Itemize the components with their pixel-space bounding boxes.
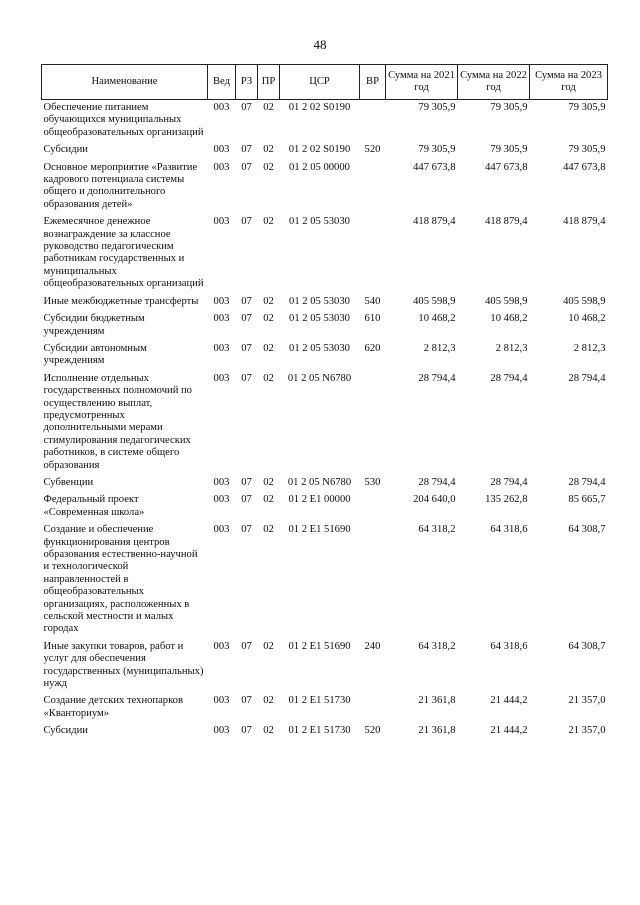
- cell-sum-2022: 79 305,9: [490, 144, 528, 156]
- cell-sum-2023: 21 357,0: [568, 725, 606, 737]
- cell-sum-2023: 10 468,2: [568, 313, 606, 325]
- cell-ved: 003: [213, 372, 230, 384]
- cell-ved: 003: [213, 476, 230, 488]
- cell-sum-2021: 21 361,8: [418, 695, 456, 707]
- cell-vr: 520: [364, 725, 381, 737]
- cell-sum-2023: 79 305,9: [568, 102, 606, 113]
- cell-name: Основное мероприятие «Развитие кадрового потенциала системы общего и дополнительного образования детей»: [43, 161, 198, 210]
- cell-rz: 07: [241, 313, 252, 325]
- cell-pr: 02: [263, 216, 274, 228]
- cell-csr: 01 2 05 N6780: [287, 476, 352, 488]
- cell-pr: 02: [263, 476, 274, 488]
- cell-rz: 07: [241, 476, 252, 488]
- cell-sum-2022: 418 879,4: [485, 216, 528, 228]
- cell-name: Субвенции: [43, 476, 94, 488]
- header-csr: ЦСР: [280, 65, 360, 100]
- cell-sum-2021: 418 879,4: [413, 216, 456, 228]
- cell-name: Субсидии автономным учреждениям: [43, 342, 147, 367]
- cell-pr: 02: [263, 144, 274, 156]
- cell-name: Ежемесячное денежное вознаграждение за классное руководство педагогическим работникам государственных и муниципальных общеобразовательных организаций: [43, 216, 204, 290]
- cell-name: Создание и обеспечение функционирования центров образования естественно-научной и технологической направленностей в общеобразовательных организациях, расположенных в сельской местности и малых городах: [43, 524, 198, 635]
- cell-sum-2022: 10 468,2: [490, 313, 528, 325]
- table-row: [42, 477, 608, 494]
- cell-pr: 02: [263, 295, 274, 307]
- cell-pr: 02: [263, 161, 274, 173]
- cell-vr: [360, 100, 386, 145]
- table-row: [42, 641, 608, 696]
- cell-sum-2022: 135 262,8: [485, 494, 528, 506]
- cell-sum-2023: 28 794,4: [568, 476, 606, 488]
- cell-csr: 01 2 E1 51690: [288, 524, 351, 536]
- cell-sum-2022: 2 812,3: [495, 342, 528, 354]
- cell-rz: 07: [241, 216, 252, 228]
- cell-sum-2022: 21 444,2: [490, 725, 528, 737]
- header-pr: ПР: [258, 65, 280, 100]
- cell-sum-2022: 405 598,9: [485, 295, 528, 307]
- cell-vr: [360, 373, 386, 477]
- cell-sum-2021: 21 361,8: [418, 725, 456, 737]
- page-number: 48: [313, 37, 327, 52]
- cell-vr: 530: [364, 476, 381, 488]
- cell-rz: 07: [241, 342, 252, 354]
- header-sum-2023: Сумма на 2023 год: [530, 65, 608, 100]
- cell-sum-2023: 2 812,3: [573, 342, 606, 354]
- cell-name: Субсидии: [43, 725, 88, 737]
- cell-sum-2021: 64 318,2: [418, 524, 456, 536]
- cell-csr: 01 2 05 53030: [289, 216, 350, 228]
- table-row: [42, 343, 608, 373]
- cell-ved: 003: [213, 342, 230, 354]
- cell-csr: 01 2 E1 00000: [288, 494, 351, 506]
- cell-csr: 01 2 E1 51730: [288, 695, 351, 707]
- cell-pr: 02: [263, 372, 274, 384]
- cell-sum-2021: 28 794,4: [418, 476, 456, 488]
- cell-sum-2022: 28 794,4: [490, 476, 528, 488]
- cell-sum-2023: 21 357,0: [568, 695, 606, 707]
- cell-sum-2021: 79 305,9: [418, 144, 456, 156]
- cell-sum-2022: 64 318,6: [490, 640, 528, 652]
- cell-sum-2022: 28 794,4: [490, 372, 528, 384]
- cell-sum-2021: 204 640,0: [413, 494, 456, 506]
- header-sum-2021: Сумма на 2021 год: [386, 65, 458, 100]
- cell-vr: [360, 216, 386, 295]
- cell-ved: 003: [213, 494, 230, 506]
- cell-name: Иные закупки товаров, работ и услуг для обеспечения государственных (муниципальных) нужд: [43, 640, 204, 690]
- cell-sum-2023: 447 673,8: [563, 161, 606, 173]
- cell-ved: 003: [213, 144, 230, 156]
- cell-sum-2021: 405 598,9: [413, 295, 456, 307]
- cell-rz: 07: [241, 161, 252, 173]
- table-row: [42, 162, 608, 217]
- table-body: [42, 100, 608, 743]
- cell-sum-2022: 447 673,8: [485, 161, 528, 173]
- cell-vr: 540: [364, 295, 381, 307]
- table-header-row: [42, 65, 608, 100]
- header-ved: Вед: [208, 65, 236, 100]
- cell-pr: 02: [263, 524, 274, 536]
- cell-vr: [360, 695, 386, 725]
- cell-ved: 003: [213, 216, 230, 228]
- cell-vr: 520: [364, 144, 381, 156]
- cell-pr: 02: [263, 102, 274, 113]
- cell-ved: 003: [213, 725, 230, 737]
- cell-csr: 01 2 05 N6780: [287, 372, 352, 384]
- cell-sum-2023: 64 308,7: [568, 524, 606, 536]
- cell-name: Федеральный проект «Современная школа»: [43, 494, 145, 518]
- cell-rz: 07: [241, 494, 252, 506]
- cell-vr: [360, 162, 386, 217]
- cell-sum-2023: 405 598,9: [563, 295, 606, 307]
- cell-csr: 01 2 05 53030: [289, 313, 350, 325]
- cell-csr: 01 2 02 S0190: [288, 144, 351, 156]
- table-row: [42, 296, 608, 313]
- table-row: [42, 373, 608, 477]
- table-row: [42, 216, 608, 295]
- cell-sum-2021: 10 468,2: [418, 313, 456, 325]
- cell-sum-2021: 2 812,3: [423, 342, 456, 354]
- cell-sum-2021: 28 794,4: [418, 372, 456, 384]
- cell-sum-2022: 21 444,2: [490, 695, 528, 707]
- cell-rz: 07: [241, 102, 252, 113]
- cell-name: Создание детских технопарков «Кванториум»: [43, 695, 183, 719]
- budget-table: [41, 64, 608, 743]
- cell-pr: 02: [263, 725, 274, 737]
- cell-sum-2022: 64 318,6: [490, 524, 528, 536]
- cell-pr: 02: [263, 695, 274, 707]
- cell-vr: [360, 524, 386, 641]
- cell-name: Иные межбюджетные трансферты: [43, 295, 199, 307]
- cell-ved: 003: [213, 295, 230, 307]
- cell-ved: 003: [213, 102, 230, 113]
- cell-ved: 003: [213, 313, 230, 325]
- cell-vr: 240: [364, 640, 381, 652]
- table-row: [42, 100, 608, 145]
- table-row: [42, 494, 608, 524]
- cell-rz: 07: [241, 695, 252, 707]
- table-row: [42, 524, 608, 641]
- cell-csr: 01 2 E1 51690: [288, 640, 351, 652]
- cell-sum-2023: 64 308,7: [568, 640, 606, 652]
- cell-vr: 620: [364, 342, 381, 354]
- cell-name: Субсидии: [43, 144, 88, 156]
- cell-pr: 02: [263, 313, 274, 325]
- cell-vr: [360, 494, 386, 524]
- cell-csr: 01 2 05 00000: [289, 161, 350, 173]
- cell-csr: 01 2 05 53030: [289, 295, 350, 307]
- cell-ved: 003: [213, 640, 230, 652]
- cell-rz: 07: [241, 295, 252, 307]
- cell-ved: 003: [213, 161, 230, 173]
- cell-pr: 02: [263, 640, 274, 652]
- cell-sum-2021: 447 673,8: [413, 161, 456, 173]
- cell-rz: 07: [241, 640, 252, 652]
- cell-sum-2023: 418 879,4: [563, 216, 606, 228]
- table-row: [42, 695, 608, 725]
- cell-sum-2022: 79 305,9: [490, 102, 528, 113]
- cell-csr: 01 2 05 53030: [289, 342, 350, 354]
- cell-sum-2023: 79 305,9: [568, 144, 606, 156]
- cell-rz: 07: [241, 725, 252, 737]
- cell-sum-2021: 79 305,9: [418, 102, 456, 113]
- cell-rz: 07: [241, 372, 252, 384]
- table-row: [42, 144, 608, 161]
- header-name: Наименование: [42, 65, 208, 100]
- header-vr: ВР: [360, 65, 386, 100]
- cell-csr: 01 2 02 S0190: [288, 102, 351, 113]
- cell-vr: 610: [364, 313, 381, 325]
- cell-name: Обеспечение питанием обучающихся муниципальных общеобразовательных организаций: [43, 102, 204, 138]
- table-row: [42, 725, 608, 742]
- cell-sum-2023: 85 665,7: [568, 494, 606, 506]
- cell-csr: 01 2 E1 51730: [288, 725, 351, 737]
- header-rz: РЗ: [236, 65, 258, 100]
- cell-pr: 02: [263, 494, 274, 506]
- cell-ved: 003: [213, 524, 230, 536]
- cell-pr: 02: [263, 342, 274, 354]
- cell-ved: 003: [213, 695, 230, 707]
- header-sum-2022: Сумма на 2022 год: [458, 65, 530, 100]
- cell-name: Субсидии бюджетным учреждениям: [43, 313, 145, 337]
- cell-rz: 07: [241, 144, 252, 156]
- cell-name: Исполнение отдельных государственных полномочий по осуществлению выплат, предусмотренных дополнительными мерами стимулирования педагогических работников, в системе общего образования: [43, 372, 192, 471]
- cell-sum-2021: 64 318,2: [418, 640, 456, 652]
- table-row: [42, 313, 608, 343]
- cell-rz: 07: [241, 524, 252, 536]
- cell-sum-2023: 28 794,4: [568, 372, 606, 384]
